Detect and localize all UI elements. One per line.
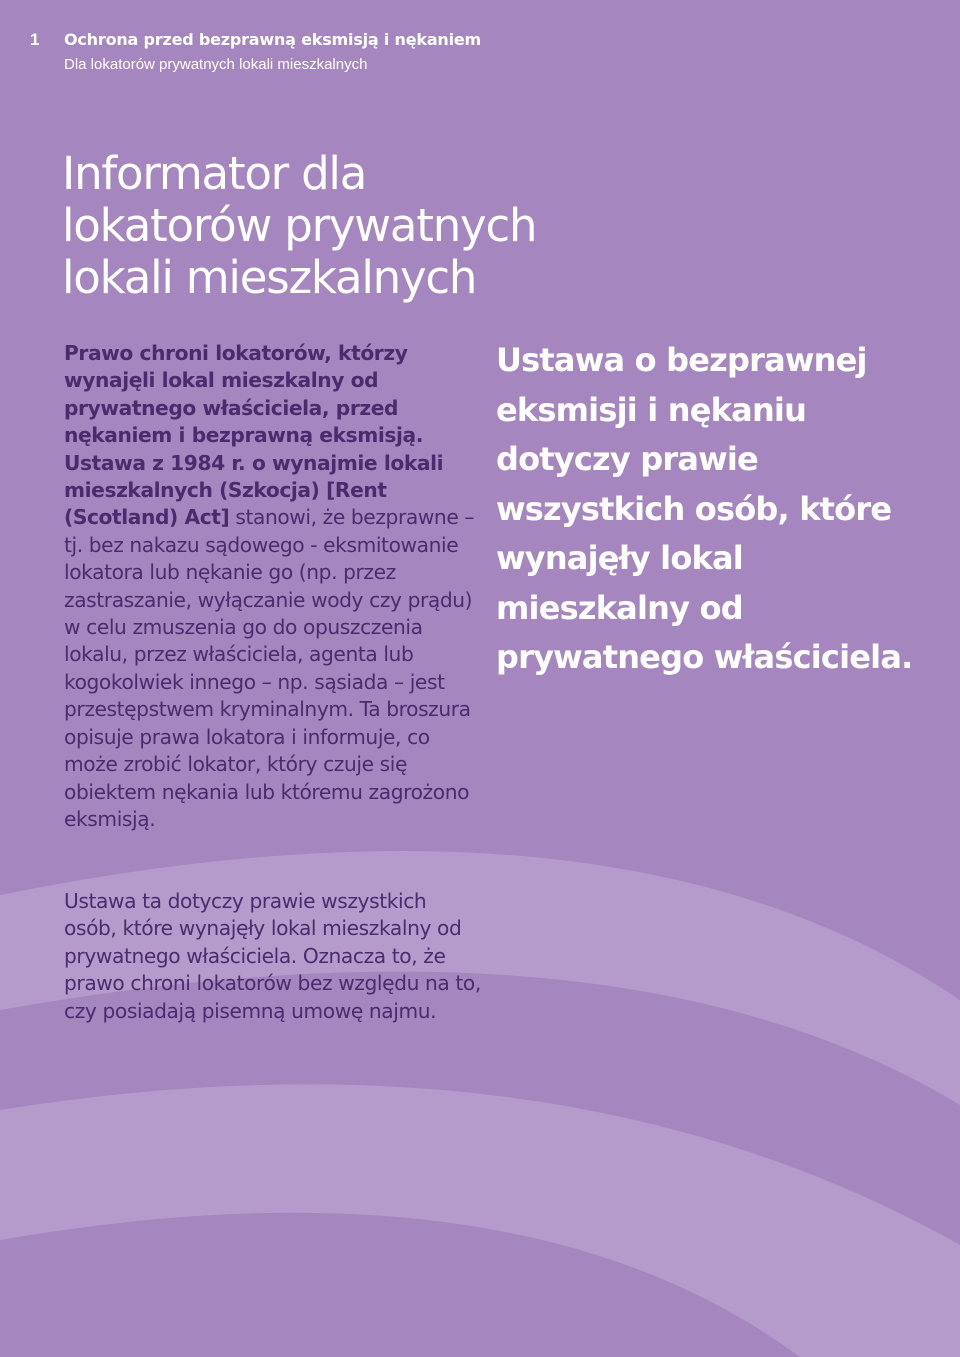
second-paragraph: Ustawa ta dotyczy prawie wszystkich osób, które wynajęły lokal mieszkalny od prywatnego właściciela. Oznacza to, że prawo chroni lokatorów bez względu na to, czy posiadają pisemną umowę najmu. bbox=[64, 889, 481, 1023]
intro-bold-text: Prawo chroni lokatorów, którzy wynajęli lokal mieszkalny od prywatnego właściciela, przed nękaniem i bezprawną eksmisją. Ustawa z 1984 r. o wynajmie lokali mieszkalnych (Szkocja) [Rent (Scotland) Act] bbox=[64, 341, 444, 530]
page-title-line-1: Informator dla bbox=[62, 147, 367, 200]
running-title: Ochrona przed bezprawną eksmisją i nękaniem bbox=[64, 30, 482, 49]
intro-paragraph bbox=[64, 340, 484, 833]
page-title-line-3: lokali mieszkalnych bbox=[62, 251, 477, 304]
running-subtitle: Dla lokatorów prywatnych lokali mieszkalnych bbox=[64, 56, 368, 73]
page-title-line-2: lokatorów prywatnych bbox=[62, 199, 537, 252]
page-title bbox=[62, 148, 622, 304]
intro-regular-text: stanowi, że bezprawne – tj. bez nakazu sądowego - eksmitowanie lokatora lub nękanie go (np. przez zastraszanie, wyłączanie wody czy prądu) w celu zmuszenia go do opuszczenia lokalu, przez właściciela, agenta lub kogokolwiek innego – np. sąsiada – jest przestępstwem kryminalnym. Ta broszura opisuje prawa lokatora i informuje, co może zrobić lokator, który czuje się obiektem nękania lub któremu zagrożono eksmisją. bbox=[64, 505, 475, 831]
page-number: 1 bbox=[30, 30, 40, 49]
background-arc-inner bbox=[0, 1084, 960, 1357]
pull-quote: Ustawa o bezprawnej eksmisji i nękaniu dotyczy prawie wszystkich osób, które wynajęły lokal mieszkalny od prywatnego właściciela. bbox=[496, 341, 913, 676]
